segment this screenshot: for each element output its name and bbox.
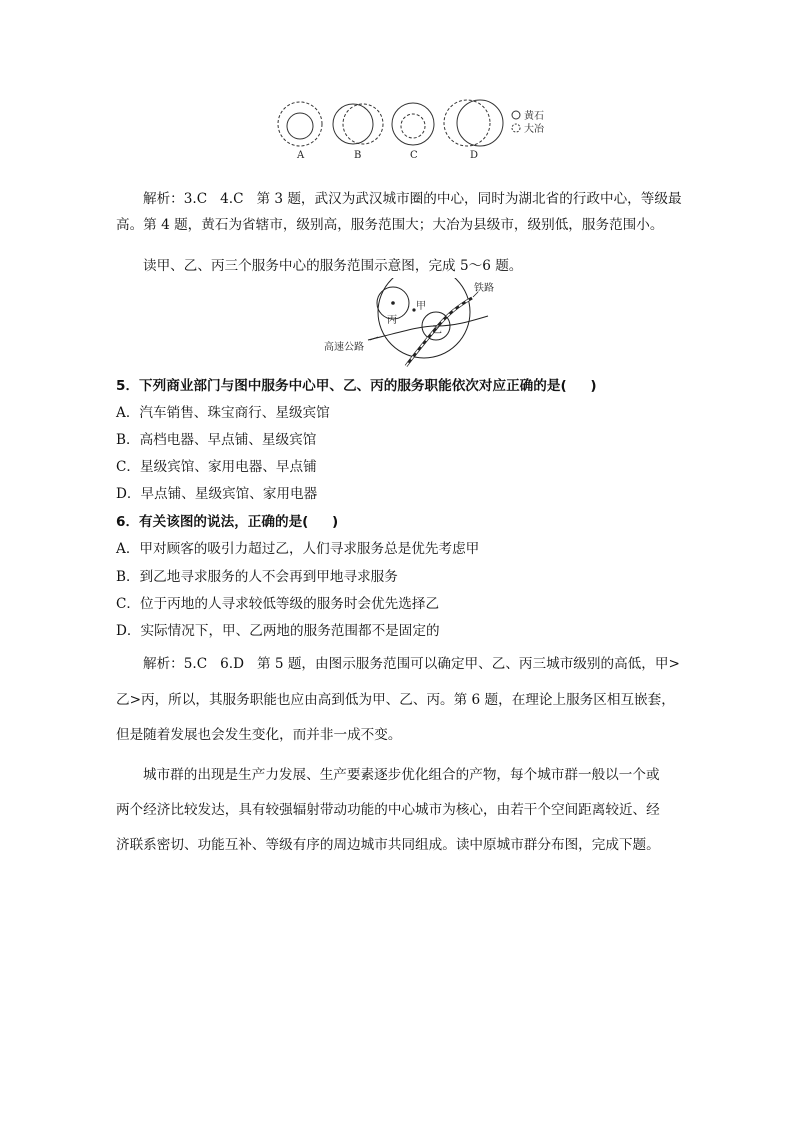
passage-line-1: 城市群的出现是生产力发展、生产要素逐步优化组合的产物，每个城市群一般以一个或 <box>143 767 660 783</box>
question-5-option-b: B．高档电器、早点铺、星级宾馆 <box>116 432 317 448</box>
analysis-2-line-1: 解析：5.C 6.D 第 5 题，由图示服务范围可以确定甲、乙、丙三城市级别的高低，甲> <box>143 656 680 672</box>
question-6-option-a: A．甲对顾客的吸引力超过乙，人们寻求服务总是优先考虑甲 <box>116 541 480 557</box>
question-6-option-d: D．实际情况下，甲、乙两地的服务范围都不是固定的 <box>116 623 440 639</box>
question-5-stem: 5．下列商业部门与图中服务中心甲、乙、丙的服务职能依次对应正确的是( ) <box>116 378 597 394</box>
passage-line-2: 两个经济比较发达，具有较强辐射带动功能的中心城市为核心，由若干个空间距离较近、经 <box>116 802 660 818</box>
analysis-2-line-2: 乙>丙，所以，其服务职能也应由高到低为甲、乙、丙。第 6 题，在理论上服务区相互嵌套， <box>116 692 675 708</box>
question-6-option-c: C．位于丙地的人寻求较低等级的服务时会优先选择乙 <box>116 596 440 612</box>
question-5-option-c: C．星级宾馆、家用电器、早点铺 <box>116 459 317 475</box>
legend-huangshi-icon <box>512 111 520 119</box>
figure-circles-abcd <box>270 96 560 166</box>
figure-label-a: A <box>297 150 305 161</box>
analysis-1-line-2: 高。第 4 题，黄石为省辖市，级别高，服务范围大；大冶为县级市，级别低，服务范围小。 <box>116 217 664 233</box>
question-6-option-b: B．到乙地寻求服务的人不会再到甲地寻求服务 <box>116 569 398 585</box>
label-jia: 甲 <box>416 301 426 312</box>
passage-line-3: 济联系密切、功能互补、等级有序的周边城市共同组成。读中原城市群分布图，完成下题。 <box>116 837 660 853</box>
question-5-option-a: A．汽车销售、珠宝商行、星级宾馆 <box>116 405 330 421</box>
question-5-option-d: D．早点铺、星级宾馆、家用电器 <box>116 486 318 502</box>
label-highway: 高速公路 <box>324 342 364 353</box>
figure-label-b: B <box>354 150 362 161</box>
figure-label-c: C <box>410 150 418 161</box>
analysis-2-line-3: 但是随着发展也会发生变化，而并非一成不变。 <box>116 727 402 743</box>
legend-huangshi-label: 黄石 <box>524 111 544 122</box>
legend-daye-label: 大冶 <box>524 124 544 135</box>
figure-label-d: D <box>470 150 479 161</box>
legend-daye-icon <box>512 124 520 132</box>
question-6-stem: 6．有关该图的说法，正确的是( ) <box>116 514 339 530</box>
figure-service-range <box>318 278 508 370</box>
label-railway: 铁路 <box>474 283 494 294</box>
label-bing: 丙 <box>387 315 397 326</box>
label-yi: 乙 <box>432 325 442 336</box>
analysis-1-line-1: 解析：3.C 4.C 第 3 题，武汉为武汉城市圈的中心，同时为湖北省的行政中心，等级最 <box>143 190 682 207</box>
intro-question-5-6: 读甲、乙、丙三个服务中心的服务范围示意图，完成 5～6 题。 <box>143 257 523 274</box>
